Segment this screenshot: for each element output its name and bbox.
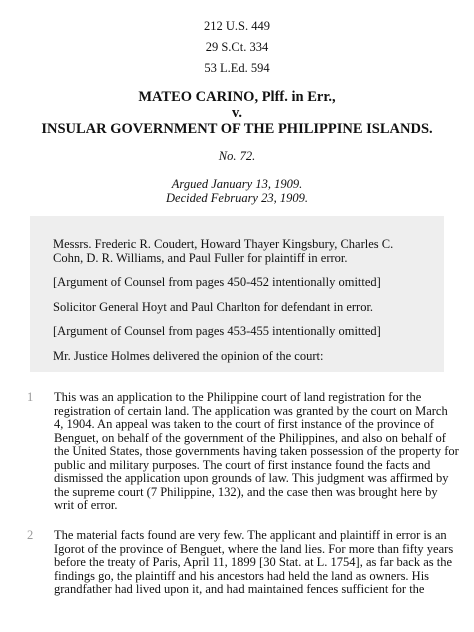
paragraph-number: 2 [27, 528, 34, 542]
defendant-name: INSULAR GOVERNMENT OF THE PHILIPPINE ISLANDS. [41, 121, 433, 137]
decided-date: Decided February 23, 1909. [166, 191, 308, 205]
case-caption [0, 89, 474, 137]
case-citations [0, 16, 474, 79]
plaintiff-name: MATEO CARINO, Plff. in Err., [138, 89, 336, 105]
paragraph-number: 1 [27, 390, 34, 404]
paragraph-text: This was an application to the Philippine court of land registration for the registration of certain land. The application was granted by the court on March 4, 1904. An appeal was taken to the court of first instance of the province of Benguet, on behalf of the government of the Philippines, and also on behalf of the United States, those governments having taken possession of the property for public and military purposes. The court of first instance found the facts and dismissed the application upon grounds of law. This judgment was affirmed by the supreme court (7 Philippine, 132), and the case then was brought here by writ of error. [54, 390, 459, 512]
opinion-author-line: Mr. Justice Holmes delivered the opinion of the court: [53, 348, 324, 363]
supreme-court-reporter-citation: 29 S.Ct. 334 [205, 40, 269, 54]
argued-date: Argued January 13, 1909. [171, 177, 303, 191]
us-reports-citation: 212 U.S. 449 [204, 19, 270, 33]
lawyers-edition-citation: 53 L.Ed. 594 [204, 61, 270, 75]
defendant-counsel: Solicitor General Hoyt and Paul Charlton for defendant in error. [53, 299, 374, 314]
counsel-section [30, 216, 444, 372]
omitted-argument-note: [Argument of Counsel from pages 453-455 intentionally omitted] [53, 324, 381, 338]
paragraph-text: The material facts found are very few. The applicant and plaintiff in error is an Igorot of the province of Benguet, where the land lies. For more than fifty years before the treaty of Paris, April 11, 1899 [30 Stat. at L. 1754], as far back as the findings go, the plaintiff and his ancestors had held the land as owners. His grandfather had lived upon it, and had maintained fences sufficient for the [54, 528, 454, 596]
plaintiff-counsel: Messrs. Frederic R. Coudert, Howard Thayer Kingsbury, Charles C. Cohn, D. R. Williams, and Paul Fuller for plaintiff in error. [53, 237, 394, 265]
docket-number: No. 72. [218, 149, 256, 163]
omitted-argument-note: [Argument of Counsel from pages 450-452 intentionally omitted] [53, 275, 381, 289]
case-dates [0, 177, 474, 205]
versus-label: v. [231, 105, 243, 121]
